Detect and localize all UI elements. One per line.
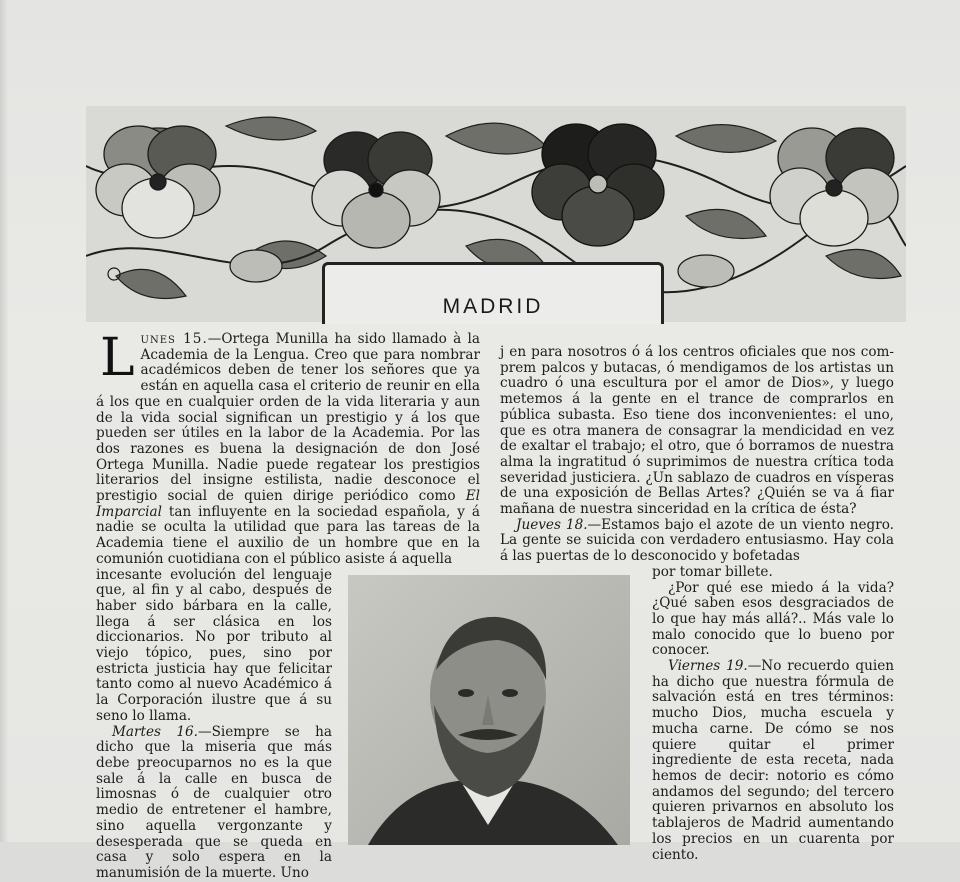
martes-text: —Siempre se ha dicho que la miseria que más debe preocuparnos no es la que sale á la calle en busca de limosnas ó de cualquier otro medio de entretener el hambre, sino aquella vergonzante y desesperada que se queda en casa y solo espera en la manumisión de la muerte. Uno xyxy=(96,723,332,881)
intro-text: —Ortega Munilla ha sido llamado à la Academia de la Lengua. Creo que para nombrar académicos deben de tener los señores que ya están en aquella casa el criterio de reunir en ella á los que en cualquier orden de la vida literaria y aun de la vida social significan un prestigio y á los que pueden ser útiles en la labor de la Academia. Por las dos razones es buena la designación de don José Ortega Munilla. Nadie puede regatear los prestigios literarios del insigne estilista, nadie desconoce el prestigio social de quien dirige periódico como xyxy=(96,331,480,505)
newspaper-name: El Imparcial xyxy=(96,488,480,520)
top-paragraph: j en para nosotros ó á los centros oficiales que nos com-prem palcos y butacas, ó mendigamos de los artistas un cuadro ó una escultura por el amor de Dios», y luego metemos á la gente en el trance de comprarlos en pública subasta. Eso tiene dos inconvenientes: el uno, que es otra manera de consagrar la mendicidad en vez de exaltar el trabajo; el otro, que ó borramos de nuestra alma la ingratitud ó suprimimos de nuestra crítica toda severidad justiciera. ¿Un sablazo de cuadros en vísperas de una exposición de Bellas Artes? ¿Quién se va á fiar mañana de nuestra sinceridad en la crítica de ésta? xyxy=(500,344,894,518)
intro-paragraph xyxy=(96,328,480,568)
day-label-lunes: unes 15. xyxy=(140,331,208,347)
jueves-narrow-line: por tomar billete. xyxy=(652,563,773,580)
jueves-text: —Estamos bajo el azote de un viento negro. La gente se suicida con verdadero entusiasmo. Hay cola á las puertas de lo desconocido y bofetadas xyxy=(500,516,894,565)
viernes-text: —No recuerdo quien ha dicho que nuestra fórmula de salvación está en tres términos: mucho Dios, mucha escuela y mucha carne. De cómo se nos quiere quitar el primer ingrediente de esta receta, nada hemos de decir: notorio es cómo andamos del segundo; del tercero quieren privarnos en absoluto los tablajeros de Madrid aumentando los precios en un cuarenta por ciento. xyxy=(652,658,894,863)
viernes-paragraph xyxy=(652,659,894,863)
day-label-martes: Martes 16. xyxy=(112,723,198,740)
page-edge-shadow xyxy=(0,0,8,842)
jueves-paragraph xyxy=(500,518,894,565)
narrow-paragraph: incesante evolución del lenguaje que, al fin y al cabo, después de haber sido bárbara en la calle, llega á ser clásica en los diccionarios. No por tributo al viejo tópico, pues, sino por estricta justicia hay que felicitar tanto como al nuevo Académico á la Corporación ilustre que á su seno lo llama. xyxy=(96,566,332,724)
intro-text-2: tan influyente en la sociedad española, y á nadie se oculta la utilidad que para las tareas de la Academia tiene el auxilio de un hombre que en la comunión cuotidiana con el público asiste á aquella xyxy=(96,503,480,567)
day-label-viernes: Viernes 19. xyxy=(668,658,748,675)
page-title: MADRID xyxy=(442,295,544,318)
question-paragraph: ¿Por qué ese miedo á la vida? ¿Qué saben esos desgraciados de lo que hay más allá?.. Más vale lo malo conocido que lo bueno por conocer. xyxy=(652,579,894,659)
portrait-bearded-man xyxy=(348,575,630,845)
martes-paragraph xyxy=(96,725,332,882)
section-title-box xyxy=(322,262,664,324)
day-label-jueves: Jueves 18. xyxy=(516,516,588,533)
drop-cap: L xyxy=(100,328,135,388)
